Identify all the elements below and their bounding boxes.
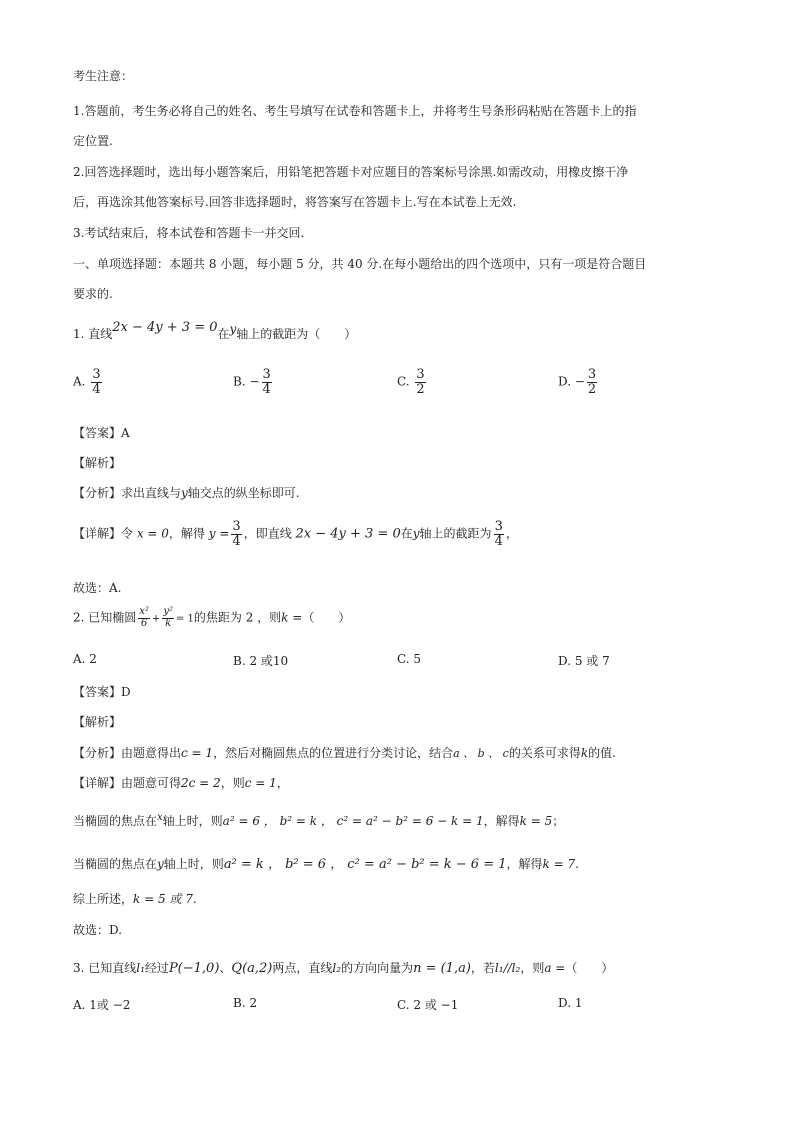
q3-option-c[interactable]: C. 2 或 −1 — [397, 998, 459, 1012]
q3-option-b[interactable]: B. 2 — [233, 996, 258, 1010]
notice-item-1: 1.答题前，考生务必将自己的姓名、考生号填写在试卷和答题卡上，并将考生号条形码粘贴在答题卡上的指 — [73, 104, 637, 118]
section-heading-cont: 要求的. — [73, 287, 113, 301]
q3-option-a[interactable]: A. 1或 −2 — [73, 998, 131, 1012]
q1-answer: 【答案】A — [73, 426, 130, 440]
question-2: 2. 已知椭圆 $\frac{\text{x²}}{6}$ + $\frac{\text{y²}}{k}$ = 1的焦距为 2 ，则k =（ ） — [73, 606, 351, 629]
q1-var: y — [229, 322, 237, 336]
q2-option-d[interactable]: D. 5 或 7 — [558, 654, 610, 668]
q2-detail: 【详解】由题意可得2c = 2，则c = 1， — [73, 776, 289, 790]
q2-option-c[interactable]: C. 5 — [397, 652, 422, 666]
notice-heading: 考生注意： — [73, 69, 134, 83]
q1-option-b-fraction: $\frac{3}{4}$ — [262, 367, 271, 397]
q1-option-d[interactable]: D. − $\frac{3}{2}$ — [558, 367, 597, 397]
q1-option-c[interactable]: C. $\frac{3}{2}$ — [397, 367, 425, 397]
section-heading: 一、单项选择题：本题共 8 小题，每小题 5 分，共 40 分.在每小题给出的四个选项中，只有一项是符合题目 — [73, 257, 647, 271]
q2-option-b[interactable]: B. 2 或10 — [233, 654, 289, 668]
notice-item-1-cont: 定位置. — [73, 134, 113, 148]
q1-option-d-fraction: $\frac{3}{2}$ — [587, 367, 597, 397]
q1-equation: 2x − 4y + 3 = 0 — [112, 320, 218, 335]
q1-option-b[interactable]: B. − $\frac{3}{4}$ — [233, 367, 271, 397]
q2-analysis-heading: 【解析】 — [73, 715, 122, 729]
q1-detail: 【详解】令 x = 0，解得 y = $\frac{3}{4}$ ，即直线 2x − 4y + 3 = 0在y轴上的截距为 $\frac{3}{4}$ ， — [73, 519, 518, 549]
question-1 — [73, 320, 357, 342]
q2-summary: 综上所述，k = 5 或 7. — [73, 892, 197, 906]
notice-item-2-cont: 后，再选涂其他答案标号.回答非选择题时，将答案写在答题卡上.写在本试卷上无效. — [73, 195, 517, 209]
q1-prefix: 1. 直线 — [73, 327, 113, 341]
q3-option-d[interactable]: D. 1 — [558, 996, 583, 1010]
q1-option-a[interactable]: A. $\frac{3}{4}$ — [73, 367, 101, 397]
q1-option-c-fraction: $\frac{3}{2}$ — [416, 367, 425, 397]
q1-analysis-heading: 【解析】 — [73, 456, 122, 470]
q2-case-y: 当椭圆的焦点在y轴上时，则a² = k ， b² = 6 ， c² = a² − b² = k − 6 = 1，解得k = 7. — [73, 857, 579, 872]
q1-suffix: 轴上的截距为（ ） — [236, 327, 357, 341]
q2-option-a[interactable]: A. 2 — [73, 652, 97, 666]
question-3: 3. 已知直线l₁经过P(−1,0)、Q(a,2)两点，直线l₂的方向向量为n = (1,a)，若l₁//l₂，则a =（ ） — [73, 961, 614, 976]
q2-analysis: 【分析】由题意得出c = 1，然后对椭圆焦点的位置进行分类讨论，结合a 、 b 、 c的关系可求得k的值. — [73, 746, 616, 760]
q1-option-a-fraction: $\frac{3}{4}$ — [92, 367, 101, 397]
notice-item-2: 2.回答选择题时，选出每小题答案后，用铅笔把答题卡对应题目的答案标号涂黑.如需改动，用橡皮擦干净 — [73, 165, 629, 179]
q1-middle: 在 — [217, 327, 230, 341]
q2-case-x: 当椭圆的焦点在$^x$轴上时，则a² = 6 ， b² = k ， c² = a² − b² = 6 − k = 1，解得k = 5； — [73, 812, 565, 828]
notice-item-3: 3.考试结束后，将本试卷和答题卡一并交回. — [73, 226, 305, 240]
q2-answer: 【答案】D — [73, 685, 131, 699]
q1-choose: 故选：A. — [73, 581, 122, 595]
q1-analysis: 【分析】求出直线与y轴交点的纵坐标即可. — [73, 486, 300, 500]
q2-choose: 故选：D. — [73, 923, 123, 937]
